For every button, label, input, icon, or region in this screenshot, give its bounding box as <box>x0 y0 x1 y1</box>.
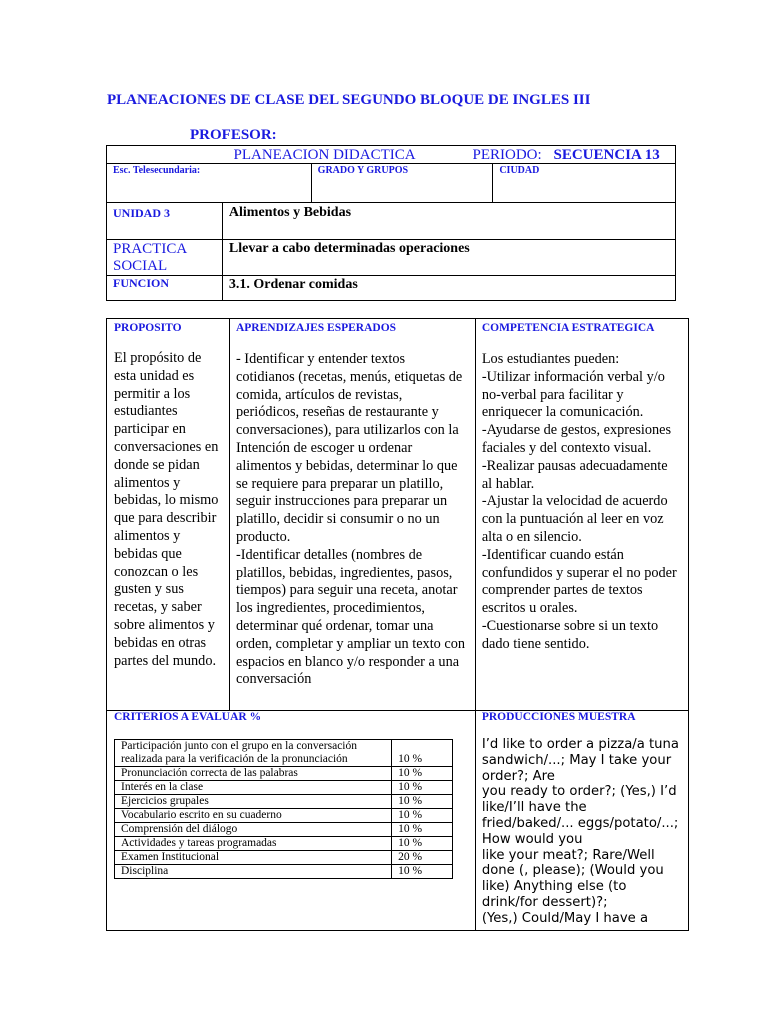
info-table <box>106 145 676 301</box>
funcion-value: 3.1. Ordenar comidas <box>222 276 675 301</box>
producciones-text: I’d like to order a pizza/a tuna sandwich/...; May I take your order?; Are you ready to order?; (Yes,) I’d like/I’ll have the fried/baked/... eggs/potato/...; How would you like your meat?; Rare/Well done (, please); (Would you like) Anything else (to drink/for dessert)?; (Yes,) Could/May I have a <box>481 737 679 926</box>
criterio-label: Participación junto con el grupo en la conversación realizada para la verificación de la pronunciación <box>115 740 392 767</box>
criterio-label: Examen Institucional <box>115 851 392 865</box>
criterio-value: 20 % <box>392 851 453 865</box>
criterios-heading: CRITERIOS A EVALUAR % <box>114 711 262 723</box>
periodo-label: PERIODO: <box>472 146 542 163</box>
criterio-value: 10 % <box>392 865 453 879</box>
criterio-label: Comprensión del diálogo <box>115 823 392 837</box>
criterio-label: Disciplina <box>115 865 392 879</box>
escuela-label: Esc. Telesecundaria: <box>107 164 312 203</box>
ciudad-label: CIUDAD <box>493 164 676 203</box>
proposito-cell <box>107 319 230 711</box>
criterio-value: 10 % <box>392 823 453 837</box>
proposito-text: El propósito de esta unidad es permitir a los estudiantes participar en conversaciones en donde se pidan alimentos y bebidas, lo mismo que para describir alimentos y bebidas que conozcan o les gusten y sus recetas, y saber sobre alimentos y bebidas en otras partes del mundo. <box>114 350 219 669</box>
funcion-label: FUNCION <box>107 276 223 301</box>
unidad-value: Alimentos y Bebidas <box>222 203 675 240</box>
criterio-row <box>115 767 453 781</box>
criterio-row <box>115 823 453 837</box>
criterios-cell <box>107 711 476 931</box>
practica-label: PRACTICA SOCIAL <box>107 240 223 276</box>
criterio-value: 10 % <box>392 767 453 781</box>
criterio-value: 10 % <box>392 740 453 767</box>
criterio-value: 10 % <box>392 809 453 823</box>
producciones-cell <box>475 711 688 931</box>
practica-value: Llevar a cabo determinadas operaciones <box>222 240 675 276</box>
proposito-heading: PROPOSITO <box>114 322 182 334</box>
profesor-label: PROFESOR: <box>190 127 277 143</box>
unidad-label: UNIDAD 3 <box>107 203 223 240</box>
planning-table <box>106 318 689 931</box>
competencia-text: Los estudiantes pueden: -Utilizar información verbal y/o no-verbal para facilitar y enriquecer la comunicación. -Ayudarse de gestos, expresiones faciales y del contexto visual. -Realizar pausas adecuadamente al hablar. -Ajustar la velocidad de acuerdo con la puntuación al leer en voz alta o en silencio. -Identificar cuando están confundidos y superar el no poder comprender partes de textos escritos u orales. -Cuestionarse sobre si un texto dado tiene sentido. <box>481 351 677 652</box>
criterio-row <box>115 740 453 767</box>
criterio-row <box>115 837 453 851</box>
criterio-row <box>115 865 453 879</box>
competencia-heading: COMPETENCIA ESTRATEGICA <box>481 322 655 334</box>
criterio-row <box>115 781 453 795</box>
criterio-row <box>115 795 453 809</box>
secuencia-value: SECUENCIA 13 <box>553 146 660 163</box>
criterio-label: Pronunciación correcta de las palabras <box>115 767 392 781</box>
aprendizajes-text: - Identificar y entender textos cotidianos (recetas, menús, etiquetas de comida, artículos de revistas, periódicos, reseñas de restaurante y conversaciones), para utilizarlos con la Intención de escoger u ordenar alimentos y bebidas, determinar lo que se requiere para preparar un platillo, seguir instrucciones para preparar un platillo, decidir si consumir o no un producto. -Identificar detalles (nombres de platillos, bebidas, ingredientes, pasos, tiempos) para seguir una receta, anotar los ingredientes, procedimientos, determinar qué ordenar, tomar una orden, completar y ampliar un texto con espacios en blanco y/o responder a una conversación <box>235 351 466 688</box>
competencia-cell <box>475 319 688 711</box>
aprendizajes-heading: APRENDIZAJES ESPERADOS <box>235 322 397 334</box>
criterio-row <box>115 809 453 823</box>
criterio-row <box>115 851 453 865</box>
criterio-label: Vocabulario escrito en su cuaderno <box>115 809 392 823</box>
criterio-label: Interés en la clase <box>115 781 392 795</box>
planeacion-label: PLANEACION DIDACTICA <box>233 146 416 163</box>
criterio-value: 10 % <box>392 795 453 809</box>
producciones-heading: PRODUCCIONES MUESTRA <box>481 711 636 723</box>
criterio-label: Actividades y tareas programadas <box>115 837 392 851</box>
criterio-value: 10 % <box>392 837 453 851</box>
document-title: PLANEACIONES DE CLASE DEL SEGUNDO BLOQUE DE INGLES III <box>107 92 591 108</box>
criterio-value: 10 % <box>392 781 453 795</box>
criterios-table <box>114 739 453 879</box>
grado-label: GRADO Y GRUPOS <box>311 164 493 203</box>
criterio-label: Ejercicios grupales <box>115 795 392 809</box>
aprendizajes-cell <box>229 319 475 711</box>
